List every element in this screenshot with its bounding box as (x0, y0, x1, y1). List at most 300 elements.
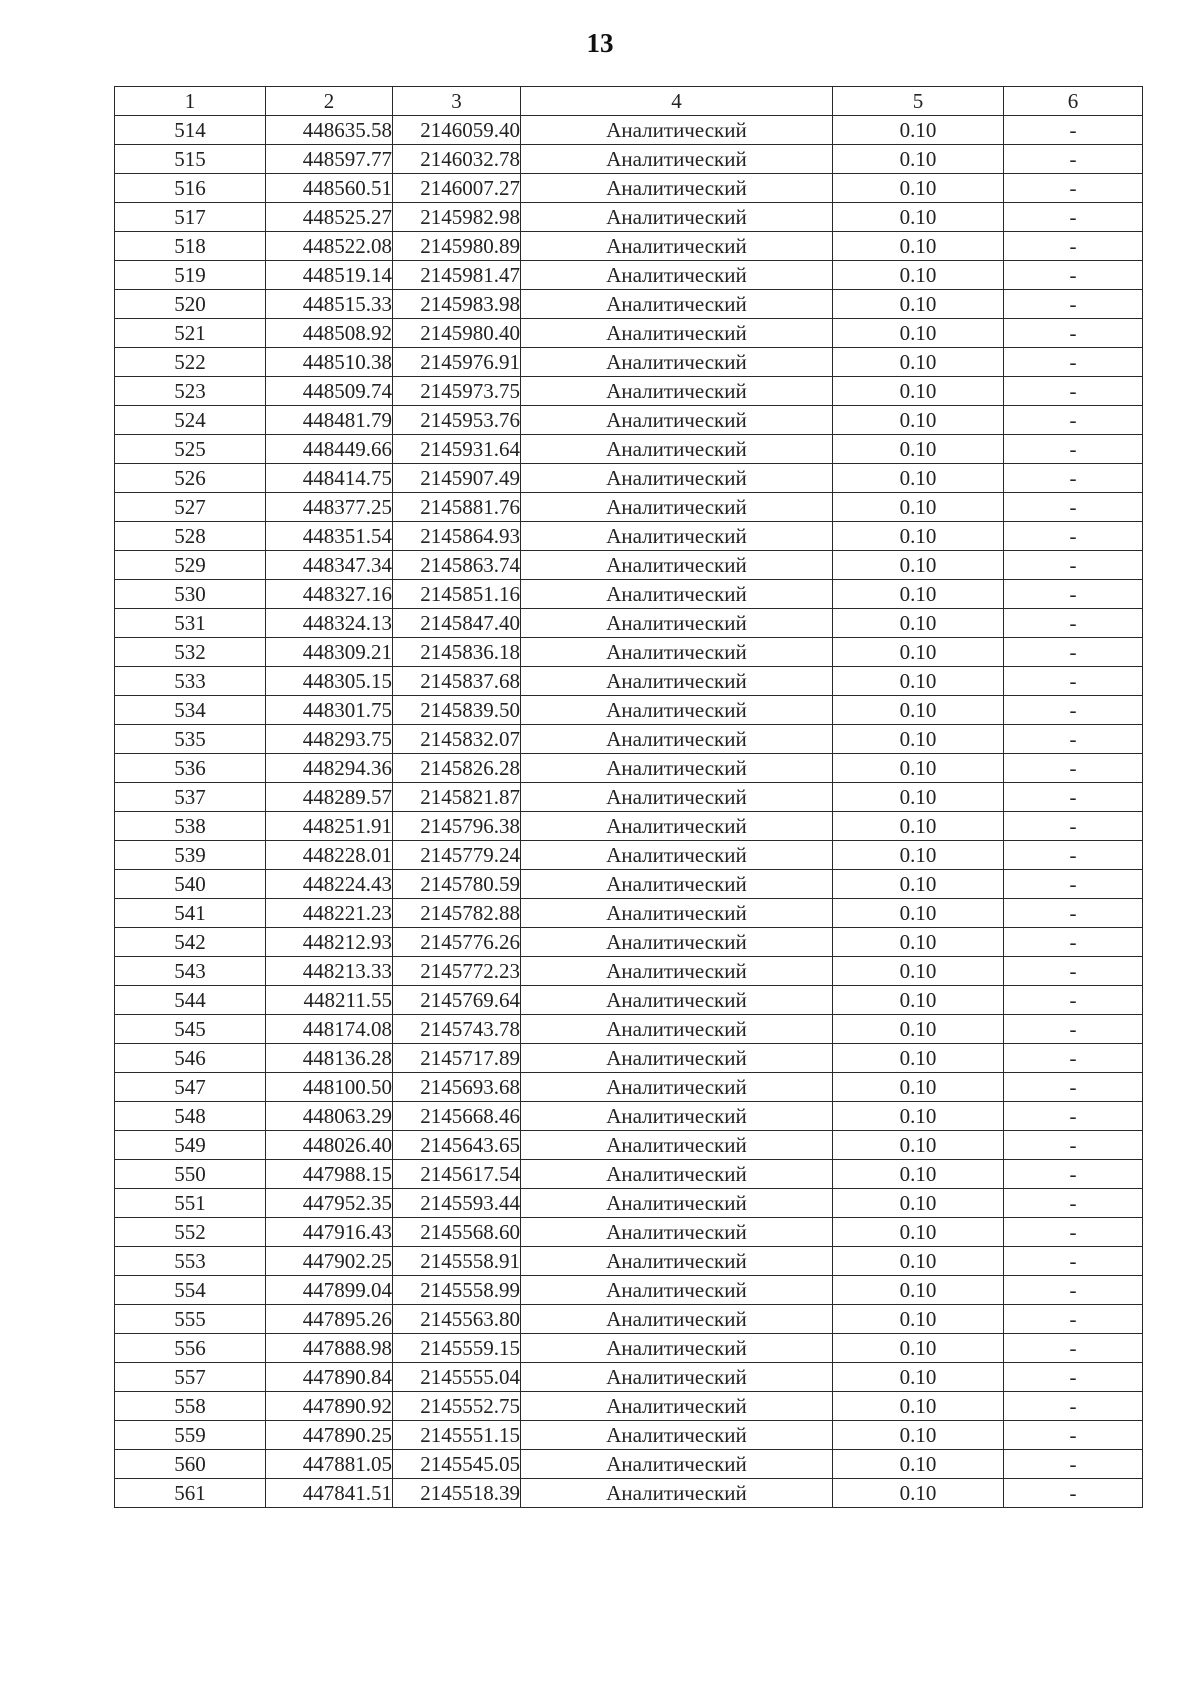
accuracy-cell: 0.10 (833, 406, 1004, 435)
method-cell: Аналитический (521, 348, 833, 377)
accuracy-cell: 0.10 (833, 203, 1004, 232)
x-coordinate-cell: 447895.26 (266, 1305, 393, 1334)
x-coordinate-cell: 448327.16 (266, 580, 393, 609)
table-row (115, 290, 1143, 319)
note-cell: - (1004, 841, 1143, 870)
point-number-cell: 540 (115, 870, 266, 899)
table-row (115, 957, 1143, 986)
accuracy-cell: 0.10 (833, 319, 1004, 348)
y-coordinate-cell: 2145743.78 (393, 1015, 521, 1044)
note-cell: - (1004, 522, 1143, 551)
x-coordinate-cell: 448351.54 (266, 522, 393, 551)
method-cell: Аналитический (521, 1102, 833, 1131)
method-cell: Аналитический (521, 1421, 833, 1450)
point-number-cell: 530 (115, 580, 266, 609)
x-coordinate-cell: 448508.92 (266, 319, 393, 348)
y-coordinate-cell: 2145836.18 (393, 638, 521, 667)
table-row (115, 406, 1143, 435)
table-row (115, 609, 1143, 638)
note-cell: - (1004, 667, 1143, 696)
y-coordinate-cell: 2145772.23 (393, 957, 521, 986)
method-cell: Аналитический (521, 957, 833, 986)
x-coordinate-cell: 448522.08 (266, 232, 393, 261)
x-coordinate-cell: 448635.58 (266, 116, 393, 145)
table-row (115, 1247, 1143, 1276)
accuracy-cell: 0.10 (833, 1450, 1004, 1479)
table-row (115, 1131, 1143, 1160)
point-number-cell: 558 (115, 1392, 266, 1421)
x-coordinate-cell: 448211.55 (266, 986, 393, 1015)
accuracy-cell: 0.10 (833, 1363, 1004, 1392)
column-header-6: 6 (1004, 87, 1143, 116)
accuracy-cell: 0.10 (833, 783, 1004, 812)
method-cell: Аналитический (521, 116, 833, 145)
y-coordinate-cell: 2145558.99 (393, 1276, 521, 1305)
point-number-cell: 536 (115, 754, 266, 783)
method-cell: Аналитический (521, 1479, 833, 1508)
note-cell: - (1004, 551, 1143, 580)
accuracy-cell: 0.10 (833, 116, 1004, 145)
header-row (115, 87, 1143, 116)
x-coordinate-cell: 448515.33 (266, 290, 393, 319)
point-number-cell: 552 (115, 1218, 266, 1247)
method-cell: Аналитический (521, 986, 833, 1015)
column-header-5: 5 (833, 87, 1004, 116)
method-cell: Аналитический (521, 406, 833, 435)
y-coordinate-cell: 2145782.88 (393, 899, 521, 928)
note-cell: - (1004, 1189, 1143, 1218)
table-row (115, 1073, 1143, 1102)
note-cell: - (1004, 957, 1143, 986)
method-cell: Аналитический (521, 1218, 833, 1247)
point-number-cell: 537 (115, 783, 266, 812)
table-row (115, 377, 1143, 406)
method-cell: Аналитический (521, 1073, 833, 1102)
table-row (115, 696, 1143, 725)
y-coordinate-cell: 2145617.54 (393, 1160, 521, 1189)
column-header-4: 4 (521, 87, 833, 116)
point-number-cell: 543 (115, 957, 266, 986)
point-number-cell: 554 (115, 1276, 266, 1305)
x-coordinate-cell: 447988.15 (266, 1160, 393, 1189)
y-coordinate-cell: 2145953.76 (393, 406, 521, 435)
table-row (115, 435, 1143, 464)
point-number-cell: 553 (115, 1247, 266, 1276)
point-number-cell: 555 (115, 1305, 266, 1334)
point-number-cell: 521 (115, 319, 266, 348)
method-cell: Аналитический (521, 145, 833, 174)
point-number-cell: 547 (115, 1073, 266, 1102)
x-coordinate-cell: 448519.14 (266, 261, 393, 290)
method-cell: Аналитический (521, 754, 833, 783)
method-cell: Аналитический (521, 232, 833, 261)
accuracy-cell: 0.10 (833, 377, 1004, 406)
point-number-cell: 544 (115, 986, 266, 1015)
x-coordinate-cell: 448294.36 (266, 754, 393, 783)
point-number-cell: 549 (115, 1131, 266, 1160)
method-cell: Аналитический (521, 1189, 833, 1218)
table-row (115, 667, 1143, 696)
point-number-cell: 548 (115, 1102, 266, 1131)
point-number-cell: 527 (115, 493, 266, 522)
point-number-cell: 542 (115, 928, 266, 957)
x-coordinate-cell: 448377.25 (266, 493, 393, 522)
x-coordinate-cell: 447916.43 (266, 1218, 393, 1247)
note-cell: - (1004, 1218, 1143, 1247)
y-coordinate-cell: 2145717.89 (393, 1044, 521, 1073)
point-number-cell: 545 (115, 1015, 266, 1044)
table-row (115, 203, 1143, 232)
accuracy-cell: 0.10 (833, 1073, 1004, 1102)
accuracy-cell: 0.10 (833, 638, 1004, 667)
y-coordinate-cell: 2145980.89 (393, 232, 521, 261)
point-number-cell: 560 (115, 1450, 266, 1479)
note-cell: - (1004, 1334, 1143, 1363)
accuracy-cell: 0.10 (833, 1334, 1004, 1363)
table-row (115, 899, 1143, 928)
note-cell: - (1004, 1073, 1143, 1102)
method-cell: Аналитический (521, 1392, 833, 1421)
note-cell: - (1004, 812, 1143, 841)
point-number-cell: 524 (115, 406, 266, 435)
method-cell: Аналитический (521, 1276, 833, 1305)
x-coordinate-cell: 448293.75 (266, 725, 393, 754)
x-coordinate-cell: 448100.50 (266, 1073, 393, 1102)
table-row (115, 1392, 1143, 1421)
y-coordinate-cell: 2145980.40 (393, 319, 521, 348)
table-row (115, 1102, 1143, 1131)
method-cell: Аналитический (521, 203, 833, 232)
y-coordinate-cell: 2146007.27 (393, 174, 521, 203)
x-coordinate-cell: 447888.98 (266, 1334, 393, 1363)
point-number-cell: 551 (115, 1189, 266, 1218)
point-number-cell: 532 (115, 638, 266, 667)
table-row (115, 232, 1143, 261)
accuracy-cell: 0.10 (833, 1479, 1004, 1508)
accuracy-cell: 0.10 (833, 145, 1004, 174)
point-number-cell: 514 (115, 116, 266, 145)
y-coordinate-cell: 2145545.05 (393, 1450, 521, 1479)
y-coordinate-cell: 2145643.65 (393, 1131, 521, 1160)
note-cell: - (1004, 1044, 1143, 1073)
note-cell: - (1004, 145, 1143, 174)
x-coordinate-cell: 448414.75 (266, 464, 393, 493)
y-coordinate-cell: 2145555.04 (393, 1363, 521, 1392)
note-cell: - (1004, 1392, 1143, 1421)
table-row (115, 551, 1143, 580)
note-cell: - (1004, 1015, 1143, 1044)
x-coordinate-cell: 448221.23 (266, 899, 393, 928)
table-row (115, 1421, 1143, 1450)
method-cell: Аналитический (521, 290, 833, 319)
accuracy-cell: 0.10 (833, 232, 1004, 261)
note-cell: - (1004, 1305, 1143, 1334)
table-row (115, 464, 1143, 493)
y-coordinate-cell: 2145693.68 (393, 1073, 521, 1102)
note-cell: - (1004, 754, 1143, 783)
table-row (115, 348, 1143, 377)
table-row (115, 1305, 1143, 1334)
accuracy-cell: 0.10 (833, 1131, 1004, 1160)
point-number-cell: 528 (115, 522, 266, 551)
note-cell: - (1004, 493, 1143, 522)
point-number-cell: 518 (115, 232, 266, 261)
method-cell: Аналитический (521, 377, 833, 406)
table-row (115, 1479, 1143, 1508)
x-coordinate-cell: 448324.13 (266, 609, 393, 638)
y-coordinate-cell: 2145558.91 (393, 1247, 521, 1276)
table-body (115, 116, 1143, 1508)
method-cell: Аналитический (521, 609, 833, 638)
point-number-cell: 557 (115, 1363, 266, 1392)
accuracy-cell: 0.10 (833, 986, 1004, 1015)
accuracy-cell: 0.10 (833, 1044, 1004, 1073)
method-cell: Аналитический (521, 435, 833, 464)
y-coordinate-cell: 2145769.64 (393, 986, 521, 1015)
table-row (115, 1363, 1143, 1392)
x-coordinate-cell: 448026.40 (266, 1131, 393, 1160)
method-cell: Аналитический (521, 1247, 833, 1276)
y-coordinate-cell: 2145863.74 (393, 551, 521, 580)
note-cell: - (1004, 261, 1143, 290)
y-coordinate-cell: 2145976.91 (393, 348, 521, 377)
note-cell: - (1004, 696, 1143, 725)
method-cell: Аналитический (521, 522, 833, 551)
method-cell: Аналитический (521, 841, 833, 870)
x-coordinate-cell: 447902.25 (266, 1247, 393, 1276)
y-coordinate-cell: 2145851.16 (393, 580, 521, 609)
table-row (115, 870, 1143, 899)
x-coordinate-cell: 447899.04 (266, 1276, 393, 1305)
table-row (115, 1044, 1143, 1073)
y-coordinate-cell: 2145983.98 (393, 290, 521, 319)
x-coordinate-cell: 448347.34 (266, 551, 393, 580)
table-row (115, 522, 1143, 551)
table-row (115, 1334, 1143, 1363)
x-coordinate-cell: 448305.15 (266, 667, 393, 696)
note-cell: - (1004, 1479, 1143, 1508)
point-number-cell: 561 (115, 1479, 266, 1508)
table-row (115, 580, 1143, 609)
x-coordinate-cell: 448174.08 (266, 1015, 393, 1044)
y-coordinate-cell: 2145551.15 (393, 1421, 521, 1450)
accuracy-cell: 0.10 (833, 1247, 1004, 1276)
method-cell: Аналитический (521, 1305, 833, 1334)
method-cell: Аналитический (521, 580, 833, 609)
method-cell: Аналитический (521, 812, 833, 841)
accuracy-cell: 0.10 (833, 1102, 1004, 1131)
method-cell: Аналитический (521, 725, 833, 754)
note-cell: - (1004, 290, 1143, 319)
y-coordinate-cell: 2145821.87 (393, 783, 521, 812)
note-cell: - (1004, 609, 1143, 638)
table-row (115, 145, 1143, 174)
x-coordinate-cell: 447841.51 (266, 1479, 393, 1508)
point-number-cell: 517 (115, 203, 266, 232)
point-number-cell: 525 (115, 435, 266, 464)
x-coordinate-cell: 448213.33 (266, 957, 393, 986)
y-coordinate-cell: 2145568.60 (393, 1218, 521, 1247)
note-cell: - (1004, 1276, 1143, 1305)
method-cell: Аналитический (521, 1160, 833, 1189)
method-cell: Аналитический (521, 928, 833, 957)
accuracy-cell: 0.10 (833, 667, 1004, 696)
note-cell: - (1004, 870, 1143, 899)
note-cell: - (1004, 406, 1143, 435)
accuracy-cell: 0.10 (833, 290, 1004, 319)
point-number-cell: 522 (115, 348, 266, 377)
note-cell: - (1004, 725, 1143, 754)
table-row (115, 928, 1143, 957)
method-cell: Аналитический (521, 464, 833, 493)
note-cell: - (1004, 928, 1143, 957)
x-coordinate-cell: 448449.66 (266, 435, 393, 464)
accuracy-cell: 0.10 (833, 957, 1004, 986)
note-cell: - (1004, 203, 1143, 232)
point-number-cell: 515 (115, 145, 266, 174)
accuracy-cell: 0.10 (833, 493, 1004, 522)
accuracy-cell: 0.10 (833, 261, 1004, 290)
table-row (115, 1189, 1143, 1218)
point-number-cell: 546 (115, 1044, 266, 1073)
y-coordinate-cell: 2145668.46 (393, 1102, 521, 1131)
table-header (115, 87, 1143, 116)
y-coordinate-cell: 2145907.49 (393, 464, 521, 493)
note-cell: - (1004, 435, 1143, 464)
x-coordinate-cell: 447890.84 (266, 1363, 393, 1392)
y-coordinate-cell: 2145826.28 (393, 754, 521, 783)
table-row (115, 754, 1143, 783)
column-header-1: 1 (115, 87, 266, 116)
method-cell: Аналитический (521, 783, 833, 812)
table-row (115, 261, 1143, 290)
accuracy-cell: 0.10 (833, 1305, 1004, 1334)
y-coordinate-cell: 2145931.64 (393, 435, 521, 464)
table-row (115, 812, 1143, 841)
note-cell: - (1004, 464, 1143, 493)
y-coordinate-cell: 2146059.40 (393, 116, 521, 145)
y-coordinate-cell: 2145776.26 (393, 928, 521, 957)
y-coordinate-cell: 2145518.39 (393, 1479, 521, 1508)
method-cell: Аналитический (521, 870, 833, 899)
accuracy-cell: 0.10 (833, 551, 1004, 580)
note-cell: - (1004, 1247, 1143, 1276)
point-number-cell: 516 (115, 174, 266, 203)
y-coordinate-cell: 2145593.44 (393, 1189, 521, 1218)
point-number-cell: 534 (115, 696, 266, 725)
method-cell: Аналитический (521, 1334, 833, 1363)
y-coordinate-cell: 2145982.98 (393, 203, 521, 232)
note-cell: - (1004, 986, 1143, 1015)
table-row (115, 319, 1143, 348)
table-row (115, 986, 1143, 1015)
x-coordinate-cell: 448224.43 (266, 870, 393, 899)
method-cell: Аналитический (521, 1450, 833, 1479)
x-coordinate-cell: 448212.93 (266, 928, 393, 957)
accuracy-cell: 0.10 (833, 899, 1004, 928)
accuracy-cell: 0.10 (833, 1392, 1004, 1421)
point-number-cell: 526 (115, 464, 266, 493)
accuracy-cell: 0.10 (833, 348, 1004, 377)
y-coordinate-cell: 2146032.78 (393, 145, 521, 174)
table-row (115, 1015, 1143, 1044)
x-coordinate-cell: 447890.25 (266, 1421, 393, 1450)
x-coordinate-cell: 448228.01 (266, 841, 393, 870)
note-cell: - (1004, 319, 1143, 348)
column-header-2: 2 (266, 87, 393, 116)
point-number-cell: 535 (115, 725, 266, 754)
table-row (115, 116, 1143, 145)
note-cell: - (1004, 232, 1143, 261)
column-header-3: 3 (393, 87, 521, 116)
y-coordinate-cell: 2145864.93 (393, 522, 521, 551)
accuracy-cell: 0.10 (833, 1218, 1004, 1247)
x-coordinate-cell: 448510.38 (266, 348, 393, 377)
note-cell: - (1004, 1450, 1143, 1479)
method-cell: Аналитический (521, 174, 833, 203)
x-coordinate-cell: 448481.79 (266, 406, 393, 435)
note-cell: - (1004, 174, 1143, 203)
note-cell: - (1004, 1421, 1143, 1450)
x-coordinate-cell: 448289.57 (266, 783, 393, 812)
note-cell: - (1004, 1102, 1143, 1131)
accuracy-cell: 0.10 (833, 522, 1004, 551)
method-cell: Аналитический (521, 899, 833, 928)
accuracy-cell: 0.10 (833, 870, 1004, 899)
table-row (115, 638, 1143, 667)
point-number-cell: 556 (115, 1334, 266, 1363)
accuracy-cell: 0.10 (833, 1015, 1004, 1044)
note-cell: - (1004, 783, 1143, 812)
accuracy-cell: 0.10 (833, 1276, 1004, 1305)
accuracy-cell: 0.10 (833, 464, 1004, 493)
y-coordinate-cell: 2145563.80 (393, 1305, 521, 1334)
x-coordinate-cell: 447890.92 (266, 1392, 393, 1421)
method-cell: Аналитический (521, 1363, 833, 1392)
table-row (115, 841, 1143, 870)
note-cell: - (1004, 1363, 1143, 1392)
accuracy-cell: 0.10 (833, 1421, 1004, 1450)
point-number-cell: 541 (115, 899, 266, 928)
note-cell: - (1004, 638, 1143, 667)
accuracy-cell: 0.10 (833, 1160, 1004, 1189)
y-coordinate-cell: 2145796.38 (393, 812, 521, 841)
y-coordinate-cell: 2145839.50 (393, 696, 521, 725)
method-cell: Аналитический (521, 493, 833, 522)
accuracy-cell: 0.10 (833, 609, 1004, 638)
x-coordinate-cell: 448525.27 (266, 203, 393, 232)
table-row (115, 725, 1143, 754)
x-coordinate-cell: 448509.74 (266, 377, 393, 406)
method-cell: Аналитический (521, 1015, 833, 1044)
y-coordinate-cell: 2145780.59 (393, 870, 521, 899)
method-cell: Аналитический (521, 638, 833, 667)
note-cell: - (1004, 1160, 1143, 1189)
x-coordinate-cell: 448301.75 (266, 696, 393, 725)
method-cell: Аналитический (521, 667, 833, 696)
point-number-cell: 519 (115, 261, 266, 290)
y-coordinate-cell: 2145552.75 (393, 1392, 521, 1421)
note-cell: - (1004, 580, 1143, 609)
method-cell: Аналитический (521, 1044, 833, 1073)
accuracy-cell: 0.10 (833, 580, 1004, 609)
accuracy-cell: 0.10 (833, 725, 1004, 754)
point-number-cell: 559 (115, 1421, 266, 1450)
y-coordinate-cell: 2145847.40 (393, 609, 521, 638)
x-coordinate-cell: 448560.51 (266, 174, 393, 203)
x-coordinate-cell: 447881.05 (266, 1450, 393, 1479)
y-coordinate-cell: 2145779.24 (393, 841, 521, 870)
